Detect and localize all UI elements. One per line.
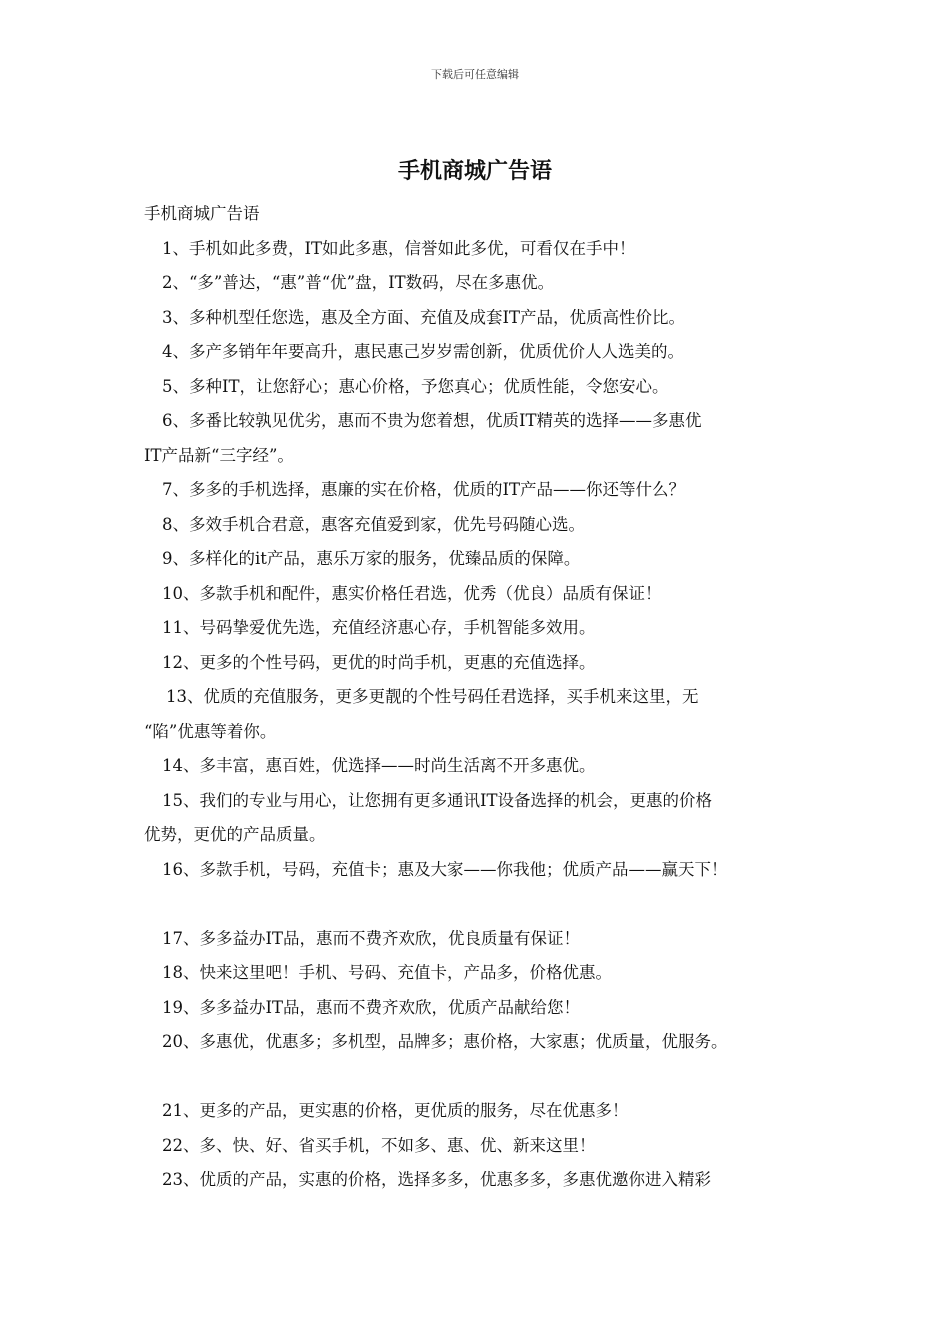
- slogan-line: 19、多多益办IT品，惠而不费齐欢欣，优质产品献给您！: [162, 997, 581, 1017]
- slogan-line-continuation: “陷”优惠等着你。: [144, 721, 277, 741]
- slogan-line: 6、多番比较孰见优劣，惠而不贵为您着想，优质IT精英的选择——多惠优: [162, 411, 702, 430]
- blank-line: [144, 887, 824, 922]
- slogan-line: 14、多丰富，惠百姓，优选择——时尚生活离不开多惠优。: [162, 756, 596, 775]
- slogan-line: 16、多款手机，号码，充值卡；惠及大家——你我他；优质产品——赢天下！: [162, 859, 728, 879]
- slogan-line: 12、更多的个性号码，更优的时尚手机，更惠的充值选择。: [162, 652, 596, 672]
- slogan-line: 10、多款手机和配件，惠实价格任君选，优秀（优良）品质有保证！: [162, 583, 662, 603]
- slogan-line: 8、多效手机合君意，惠客充值爱到家，优先号码随心选。: [162, 514, 585, 534]
- header-note: 下载后可任意编辑: [431, 68, 519, 81]
- slogan-line: 13、优质的充值服务，更多更靓的个性号码任君选择，买手机来这里，无: [166, 687, 699, 706]
- slogan-line-continuation: 优势，更优的产品质量。: [144, 825, 326, 844]
- slogan-line-continuation: IT产品新“三字经”。: [144, 445, 294, 465]
- slogan-line: 18、快来这里吧！手机、号码、充值卡，产品多，价格优惠。: [162, 963, 612, 982]
- slogan-line: 22、多、快、好、省买手机，不如多、惠、优、新来这里！: [162, 1135, 596, 1155]
- slogan-line: 21、更多的产品，更实惠的价格，更优质的服务，尽在优惠多！: [162, 1101, 629, 1120]
- slogan-line: 1、手机如此多费，IT如此多惠，信誉如此多优，可看仅在手中！: [162, 238, 636, 258]
- section-subtitle: 手机商城广告语: [144, 204, 260, 223]
- slogan-line: 7、多多的手机选择，惠廉的实在价格，优质的IT产品——你还等什么？: [162, 480, 686, 499]
- slogan-line: 9、多样化的it产品，惠乐万家的服务，优臻品质的保障。: [162, 549, 581, 568]
- slogan-line: 3、多种机型任您选，惠及全方面、充值及成套IT产品，优质高性价比。: [162, 307, 686, 327]
- slogan-line: 4、多产多销年年要高升，惠民惠己岁岁需创新，优质优价人人选美的。: [162, 342, 684, 361]
- slogan-line: 15、我们的专业与用心，让您拥有更多通讯IT设备选择的机会，更惠的价格: [162, 790, 713, 810]
- slogan-line: 20、多惠优，优惠多；多机型，品牌多；惠价格，大家惠；优质量，优服务。: [162, 1032, 728, 1051]
- document-title: 手机商城广告语: [397, 158, 552, 184]
- slogan-line: 11、号码挚爱优先选，充值经济惠心存，手机智能多效用。: [162, 618, 596, 637]
- document-body: [144, 197, 824, 1198]
- slogan-line: 17、多多益办IT品，惠而不费齐欢欣，优良质量有保证！: [162, 928, 581, 948]
- slogan-line: 5、多种IT，让您舒心；惠心价格，予您真心；优质性能，令您安心。: [162, 376, 669, 396]
- slogan-line: 23、优质的产品，实惠的价格，选择多多，优惠多多，多惠优邀你进入精彩: [162, 1170, 711, 1189]
- blank-line: [144, 1060, 824, 1095]
- slogan-line: 2、“多”普达，“惠”普“优”盘，IT数码，尽在多惠优。: [162, 273, 555, 292]
